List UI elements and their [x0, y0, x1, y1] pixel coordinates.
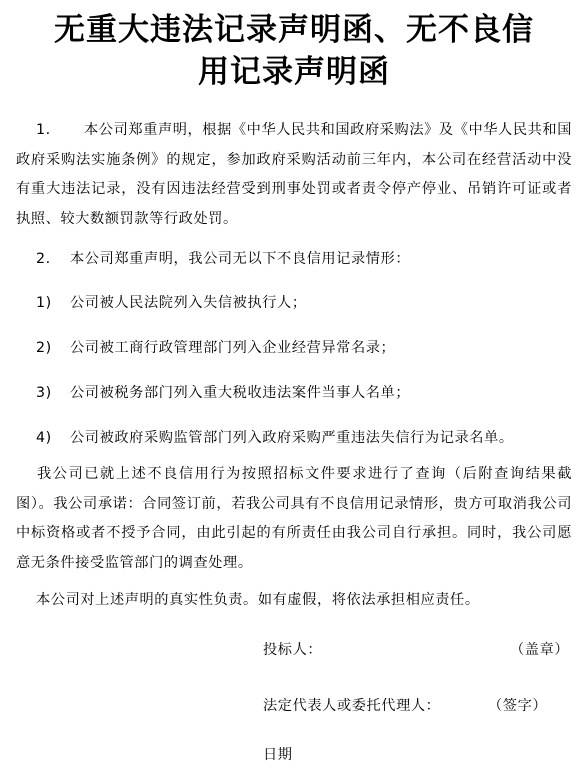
section-2-text: 本公司郑重声明，我公司无以下不良信用记录情形： — [70, 251, 411, 267]
commitment-text: 我公司已就上述不良信用行为按照招标文件要求进行了查询（后附查询结果截图）。我公司承诺：合同签订前，若我公司具有不良信用记录情形，贵方可取消我公司中标资格或者不授予合同，由此引起的有所责任由我公司自行承担。同时，我公司愿意无条件接受监管部门的调查处理。 — [16, 466, 572, 571]
list-item — [36, 338, 395, 358]
truth-statement-text: 本公司对上述声明的真实性负责。如有虚假，将依法承担相应责任。 — [36, 592, 480, 608]
commitment-paragraph — [16, 460, 572, 578]
truth-statement-paragraph — [16, 586, 572, 616]
list-item-text: 公司被政府采购监管部门列入政府采购严重违法失信行为记录名单。 — [70, 430, 514, 446]
bidder-seal-note: （盖章） — [510, 642, 570, 658]
representative-sign-note: （签字） — [488, 698, 548, 714]
section-1-number: 1. — [36, 122, 51, 138]
document-title-line-2: 用记录声明函 — [198, 54, 390, 90]
list-item-text: 公司被税务部门列入重大税收违法案件当事人名单； — [70, 385, 411, 401]
section-1-text: 本公司郑重声明，根据《中华人民共和国政府采购法》及《中华人民共和国政府采购法实施条例》的规定，参加政府采购活动前三年内，本公司在经营活动中没有重大违法记录，没有因违法经营受到刑事处罚或者责令停产停业、吊销许可证或者执照、较大数额罚款等行政处罚。 — [16, 122, 572, 227]
document-title-line-1: 无重大违法记录声明函、无不良信 — [54, 12, 534, 48]
list-item-text: 公司被人民法院列入失信被执行人； — [70, 295, 307, 311]
list-item — [36, 293, 307, 313]
list-item-number: 4) — [36, 430, 52, 446]
list-item — [36, 428, 514, 448]
date-label: 日期 — [263, 747, 293, 763]
bidder-label: 投标人： — [263, 642, 323, 658]
list-item-number: 1) — [36, 295, 52, 311]
section-1-paragraph — [16, 116, 572, 234]
list-item-number: 2) — [36, 340, 52, 356]
list-item-number: 3) — [36, 385, 52, 401]
section-2-number: 2. — [36, 251, 51, 267]
representative-label: 法定代表人或委托代理人： — [263, 698, 441, 714]
list-item-text: 公司被工商行政管理部门列入企业经营异常名录； — [70, 340, 396, 356]
list-item — [36, 383, 410, 403]
section-2-paragraph — [36, 249, 410, 269]
